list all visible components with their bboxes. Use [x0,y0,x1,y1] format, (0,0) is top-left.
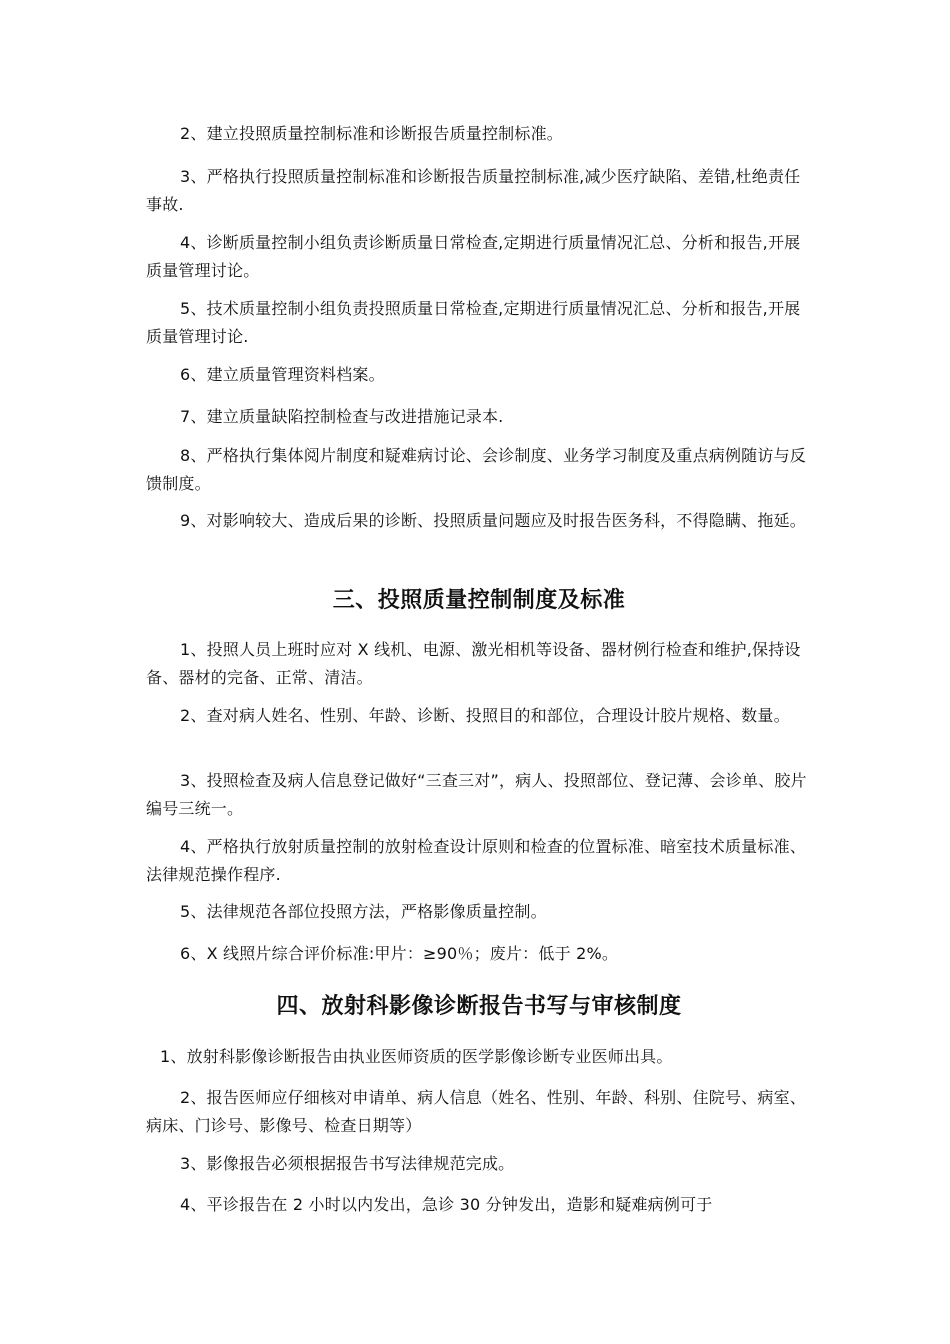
section-3-item-6: 6、X 线照片综合评价标准:甲片：≥90％；废片：低于 2%。 [180,944,619,963]
section-3-item-2: 2、查对病人姓名、性别、年龄、诊断、投照目的和部位，合理设计胶片规格、数量。 [180,706,790,725]
paragraph-item-3: 3、严格执行投照质量控制标准和诊断报告质量控制标准,减少医疗缺陷、差错,杜绝责任事故. [146,167,801,214]
paragraph-item-4: 4、诊断质量控制小组负责诊断质量日常检查,定期进行质量情况汇总、分析和报告,开展质量管理讨论。 [146,233,801,280]
paragraph-item-5: 5、技术质量控制小组负责投照质量日常检查,定期进行质量情况汇总、分析和报告,开展质量管理讨论. [146,299,801,346]
paragraph-item-2: 2、建立投照质量控制标准和诊断报告质量控制标准。 [180,124,563,143]
paragraph-item-6: 6、建立质量管理资料档案。 [180,365,385,384]
section-4-item-1: 1、放射科影像诊断报告由执业医师资质的医学影像诊断专业医师出具。 [160,1047,673,1066]
paragraph-item-9: 9、对影响较大、造成后果的诊断、投照质量问题应及时报告医务科，不得隐瞒、拖延。 [180,511,806,530]
section-3-item-5: 5、法律规范各部位投照方法，严格影像质量控制。 [180,902,547,921]
section-3-item-4: 4、严格执行放射质量控制的放射检查设计原则和检查的位置标准、暗室技术质量标准、法律规范操作程序. [146,837,806,884]
section-3-item-3: 3、投照检查及病人信息登记做好“三查三对”，病人、投照部位、登记薄、会诊单、胶片编号三统一。 [146,771,807,818]
paragraph-item-7: 7、建立质量缺陷控制检查与改进措施记录本. [180,407,504,426]
paragraph-item-8: 8、严格执行集体阅片制度和疑难病讨论、会诊制度、业务学习制度及重点病例随访与反馈制度。 [146,446,806,493]
section-4-heading: 四、放射科影像诊断报告书写与审核制度 [276,994,682,1019]
section-4-item-4: 4、平诊报告在 2 小时以内发出，急诊 30 分钟发出，造影和疑难病例可于 [180,1195,713,1214]
section-4-item-2: 2、报告医师应仔细核对申请单、病人信息（姓名、性别、年龄、科别、住院号、病室、病床、门诊号、影像号、检查日期等） [146,1088,806,1135]
section-3-item-1: 1、投照人员上班时应对 X 线机、电源、激光相机等设备、器材例行检查和维护,保持设备、器材的完备、正常、清洁。 [146,640,801,687]
section-4-item-3: 3、影像报告必须根据报告书写法律规范完成。 [180,1154,515,1173]
section-3-heading: 三、投照质量控制制度及标准 [332,588,626,613]
